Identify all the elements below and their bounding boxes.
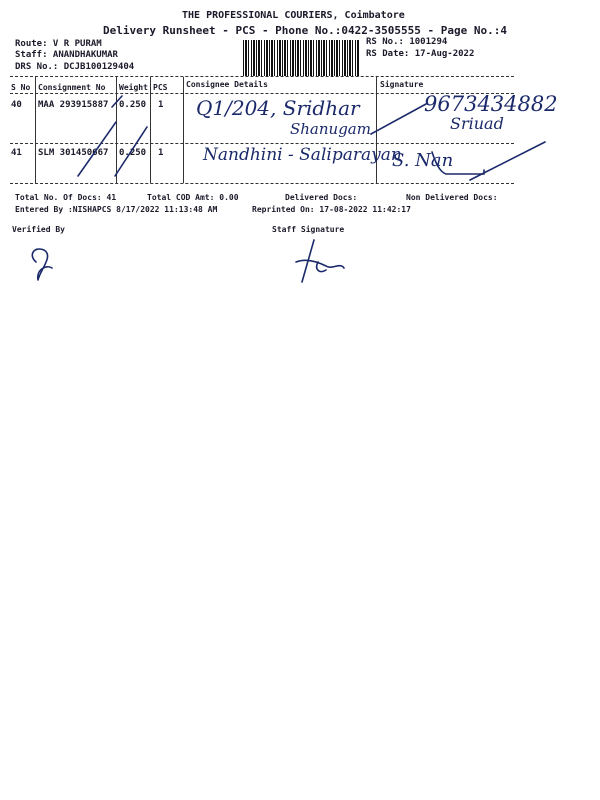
rs-number: RS No.: 1001294 bbox=[366, 37, 448, 47]
verified-by-label: Verified By bbox=[12, 225, 65, 234]
total-cod: Total COD Amt: 0.00 bbox=[147, 193, 239, 202]
staff-signature-label: Staff Signature bbox=[272, 225, 345, 234]
row1-weight: 0.250 bbox=[119, 100, 147, 110]
row2-signature-handwriting: S. Nan bbox=[392, 150, 454, 171]
total-docs: Total No. Of Docs: 41 bbox=[15, 193, 117, 202]
delivered-docs: Delivered Docs: bbox=[285, 193, 358, 202]
row1-pcs: 1 bbox=[158, 100, 164, 110]
row1-consignment: MAA 293915887 bbox=[38, 100, 109, 110]
row2-pcs: 1 bbox=[158, 148, 164, 158]
rs-date: RS Date: 17-Aug-2022 bbox=[366, 49, 475, 59]
verified-by-signature bbox=[32, 249, 52, 280]
staff-label: Staff: ANANDHAKUMAR bbox=[15, 50, 118, 60]
row2-weight: 0.250 bbox=[119, 148, 147, 158]
row1-phone-handwriting: 9673434882 bbox=[424, 92, 558, 116]
entered-by: Entered By :NISHAPCS 8/17/2022 11:13:48 AM bbox=[15, 205, 218, 214]
row2-sno: 41 bbox=[11, 148, 22, 158]
row1-consignee-handwriting-2: Shanugam bbox=[290, 120, 371, 138]
row1-signature-handwriting: Sriuad bbox=[450, 114, 504, 133]
drs-number: DRS No.: DCJB100129404 bbox=[15, 62, 135, 72]
col-header-pcs: PCS bbox=[153, 83, 168, 92]
col-header-weight: Weight bbox=[119, 83, 148, 92]
reprinted-on: Reprinted On: 17-08-2022 11:42:17 bbox=[252, 205, 411, 214]
non-delivered-docs: Non Delivered Docs: bbox=[406, 193, 498, 202]
row2-consignee-handwriting: Nandhini - Saliparayan bbox=[203, 145, 402, 165]
company-title: THE PROFESSIONAL COURIERS, Coimbatore bbox=[182, 10, 405, 21]
col-header-consignment: Consignment No bbox=[38, 83, 106, 92]
runsheet-title: Delivery Runsheet - PCS - Phone No.:0422-3505555 - Page No.:4 bbox=[103, 24, 507, 37]
col-header-consignee: Consignee Details bbox=[186, 80, 268, 89]
row2-consignment: SLM 301450667 bbox=[38, 148, 109, 158]
col-header-sno: S No bbox=[11, 83, 31, 92]
row1-consignee-handwriting: Q1/204, Sridhar bbox=[196, 96, 360, 120]
col-header-signature: Signature bbox=[380, 80, 424, 89]
row1-sno: 40 bbox=[11, 100, 22, 110]
staff-signature bbox=[296, 240, 344, 282]
route-label: Route: V R PURAM bbox=[15, 39, 102, 49]
